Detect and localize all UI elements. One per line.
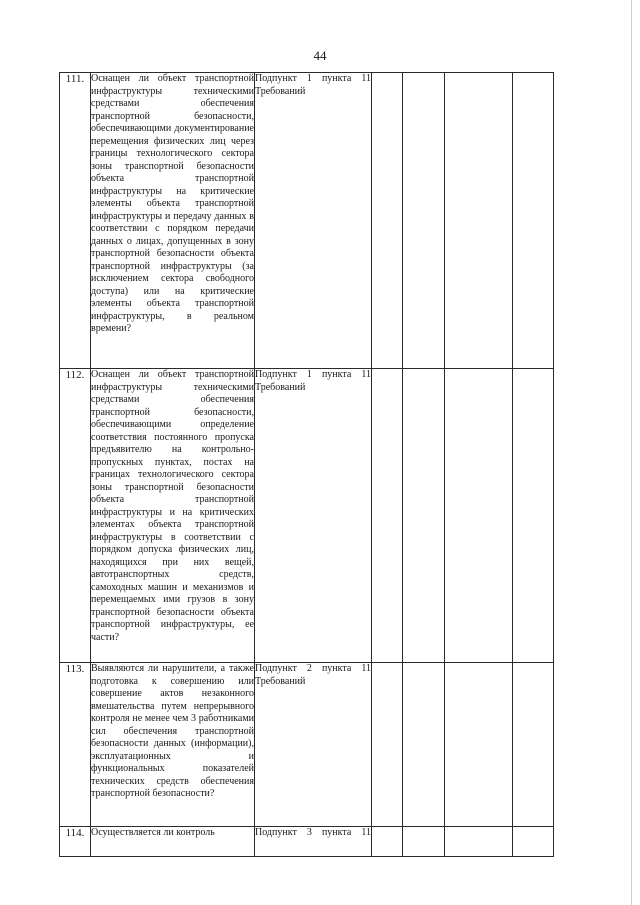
answer-yes-cell bbox=[372, 73, 403, 369]
reference-doc: Требований bbox=[255, 85, 306, 97]
answer-na-cell bbox=[445, 827, 513, 857]
remarks-cell bbox=[513, 663, 554, 827]
row-number: 113. bbox=[60, 663, 91, 827]
answer-no-cell bbox=[403, 827, 445, 857]
answer-no-cell bbox=[403, 73, 445, 369]
row-number: 114. bbox=[60, 827, 91, 857]
question-cell: Осуществляется ли контроль bbox=[91, 827, 255, 857]
table-row bbox=[60, 369, 554, 663]
page-edge bbox=[631, 0, 632, 905]
answer-no-cell bbox=[403, 663, 445, 827]
reference-clause: Подпункт 1 пункта 11 bbox=[255, 73, 371, 84]
answer-yes-cell bbox=[372, 827, 403, 857]
reference-cell bbox=[255, 73, 372, 369]
answer-yes-cell bbox=[372, 369, 403, 663]
reference-doc: Требований bbox=[255, 675, 306, 687]
reference-cell bbox=[255, 827, 372, 857]
remarks-cell bbox=[513, 369, 554, 663]
answer-na-cell bbox=[445, 663, 513, 827]
reference-cell bbox=[255, 369, 372, 663]
question-cell: Оснащен ли объект транспортной инфраструктуры техническими средствами обеспечения транспортной безопасности, обеспечивающими определение соответствия постоянного пропуска предъявителю на контрольно-пропускных пунктах, постах на границах технологического сектора зоны транспортной безопасности объекта транспортной инфраструктуры и на критических элементах объекта транспортной инфраструктуры в соответствии с порядком допуска физических лиц, находящихся при них вещей, автотранспортных средств, самоходных машин и механизмов и перемещаемых ими грузов в зону транспортной безопасности объекта транспортной инфраструктуры, ее части? bbox=[91, 369, 255, 663]
remarks-cell bbox=[513, 73, 554, 369]
checklist-table bbox=[59, 72, 554, 857]
reference-doc: Требований bbox=[255, 381, 306, 393]
answer-no-cell bbox=[403, 369, 445, 663]
reference-clause: Подпункт 3 пункта 11 bbox=[255, 827, 371, 838]
remarks-cell bbox=[513, 827, 554, 857]
reference-cell bbox=[255, 663, 372, 827]
answer-na-cell bbox=[445, 369, 513, 663]
row-number: 111. bbox=[60, 73, 91, 369]
question-cell: Выявляются ли нарушители, а также подготовка к совершению или совершение актов незаконного вмешательства путем непрерывного контроля не менее чем 3 работниками сил обеспечения транспортной безопасности данных (информации), эксплуатационных и функциональных показателей технических средств обеспечения транспортной безопасности? bbox=[91, 663, 255, 827]
page-number: 44 bbox=[313, 48, 327, 63]
question-cell: Оснащен ли объект транспортной инфраструктуры техническими средствами обеспечения транспортной безопасности, обеспечивающими документирование перемещения физических лиц через границы технологического сектора зоны транспортной безопасности объекта транспортной инфраструктуры на критические элементы объекта транспортной инфраструктуры и передачу данных в соответствии с порядком передачи данных о лицах, допущенных в зону транспортной безопасности объекта транспортной инфраструктуры (за исключением сектора свободного доступа) или на критические элементы объекта транспортной инфраструктуры, в реальном времени? bbox=[91, 73, 255, 369]
table-row bbox=[60, 827, 554, 857]
answer-yes-cell bbox=[372, 663, 403, 827]
answer-na-cell bbox=[445, 73, 513, 369]
reference-clause: Подпункт 2 пункта 11 bbox=[255, 663, 371, 674]
row-number: 112. bbox=[60, 369, 91, 663]
reference-clause: Подпункт 1 пункта 11 bbox=[255, 369, 371, 380]
table-row bbox=[60, 663, 554, 827]
table-row bbox=[60, 73, 554, 369]
